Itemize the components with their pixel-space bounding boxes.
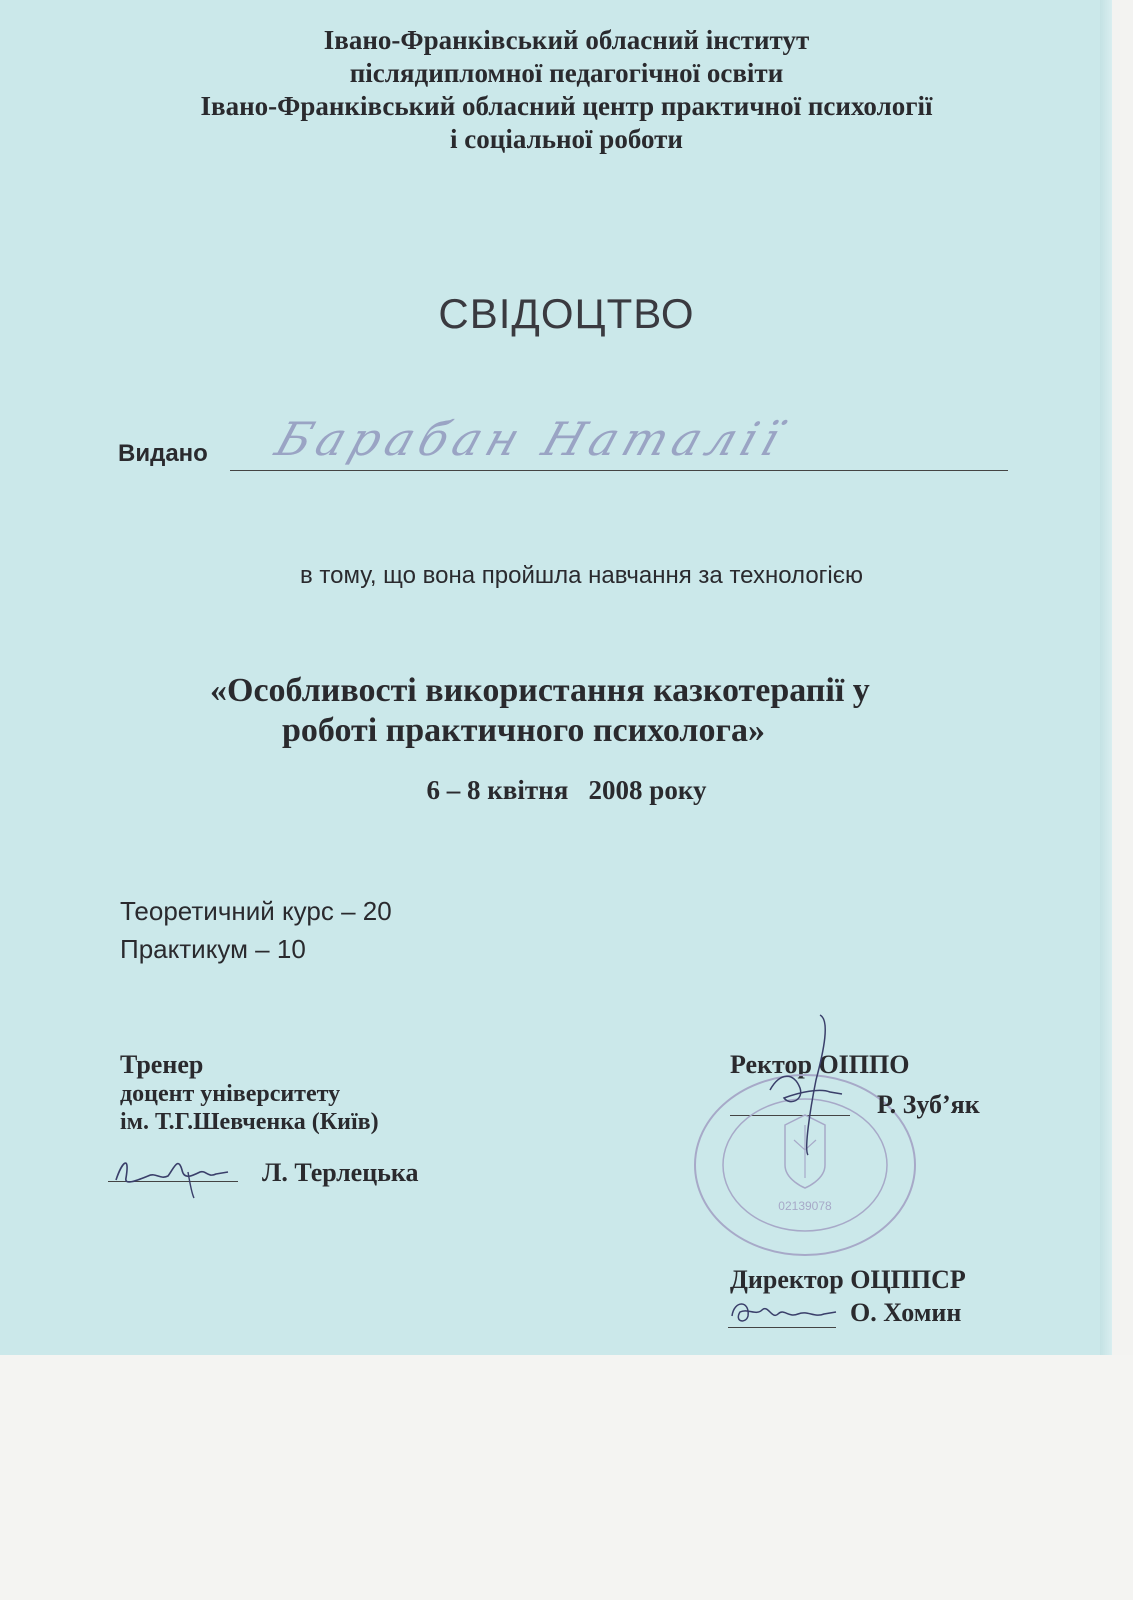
header-line-2: післядипломної педагогічної освіти — [349, 58, 784, 88]
trainer-name: Л. Терлецька — [262, 1158, 419, 1187]
intro-text: в тому, що вона пройшла навчання за технологією — [299, 562, 864, 589]
issuer-header — [0, 24, 1133, 156]
theory-hours: Теоретичний курс – 20 — [120, 896, 392, 926]
rector-role: Ректор ОІППО — [730, 1050, 910, 1079]
practice-hours: Практикум – 10 — [120, 934, 306, 964]
director-name: О. Хомин — [850, 1298, 962, 1327]
trainer-role: Тренер — [120, 1050, 204, 1079]
director-signature — [728, 1292, 843, 1332]
scan-background — [0, 1355, 1133, 1600]
course-title-line-1: «Особливості використання казкотерапії у — [210, 672, 870, 709]
issued-underline — [230, 470, 1008, 471]
rector-name: Р. Зуб’як — [877, 1090, 980, 1119]
issued-label: Видано — [118, 440, 208, 467]
stamp-code: 02139078 — [778, 1199, 832, 1213]
header-line-1: Івано-Франківський обласний інститут — [323, 25, 810, 55]
course-dates: 6 – 8 квітня 2008 року — [426, 775, 707, 805]
trainer-position-2: ім. Т.Г.Шевченка (Київ) — [120, 1109, 379, 1135]
header-line-4: і соціальної роботи — [450, 124, 683, 154]
hours-block — [120, 892, 392, 968]
document-title: СВІДОЦТВО — [438, 290, 695, 337]
course-title-line-2: роботі практичного психолога» — [282, 712, 765, 749]
trainer-block — [120, 1050, 379, 1136]
director-role: Директор ОЦППСР — [730, 1265, 966, 1294]
header-line-3: Івано-Франківський обласний центр практичної психології — [200, 91, 933, 121]
sheet-edge — [1100, 0, 1112, 1355]
rector-signature — [760, 1010, 860, 1160]
trainer-signature — [108, 1150, 243, 1200]
trainer-position-1: доцент університету — [120, 1081, 341, 1107]
recipient-handwritten-name: Барабан Наталії — [269, 412, 793, 466]
